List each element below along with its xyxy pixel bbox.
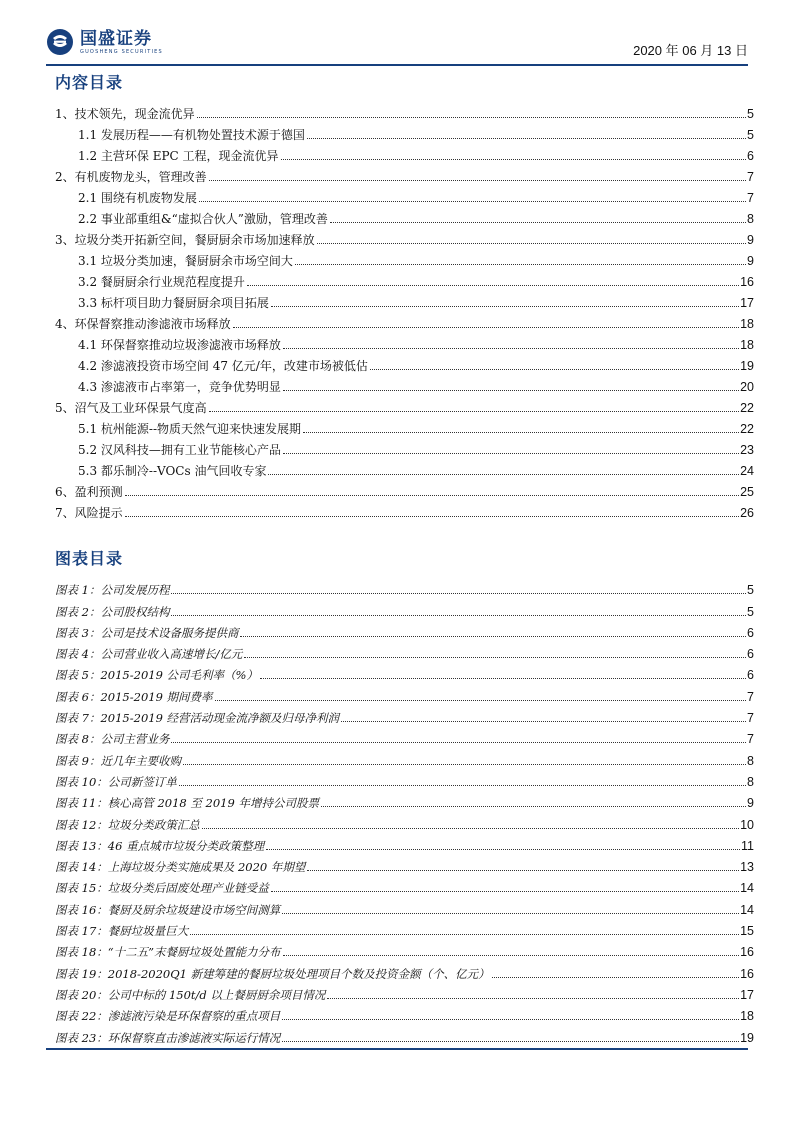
figure-dot-leader: [283, 954, 740, 956]
figure-entry-title: 图表 17：餐厨垃圾量巨大: [55, 924, 189, 939]
figure-entry-title: 图表 5：2015-2019 公司毛利率（%）: [55, 668, 258, 683]
toc-entry-page: 20: [740, 380, 754, 394]
toc-dot-leader: [283, 347, 739, 349]
figure-entry-page: 16: [740, 966, 754, 981]
brand-name-cn: 国盛证券: [80, 28, 152, 49]
toc-entry-page: 9: [747, 254, 754, 268]
figure-dot-leader: [260, 677, 746, 679]
figure-entry-page: 6: [747, 668, 754, 683]
figure-entry[interactable]: [55, 959, 754, 980]
toc-dot-leader: [370, 368, 739, 370]
toc-dot-leader: [283, 389, 739, 391]
toc-dot-leader: [197, 116, 746, 118]
toc-dot-leader: [268, 473, 739, 475]
toc-dot-leader: [199, 200, 746, 202]
figure-entry[interactable]: [55, 619, 754, 640]
toc-entry-title: 5、沼气及工业环保景气度高: [55, 401, 207, 415]
figure-entry[interactable]: [55, 640, 754, 661]
toc-entry-title: 3、垃圾分类开拓新空间，餐厨厨余市场加速释放: [55, 233, 315, 247]
toc-dot-leader: [247, 284, 739, 286]
figures-list: [55, 576, 754, 1045]
toc-entry-page: 19: [740, 359, 754, 373]
toc-entry-title: 5.1 杭州能源--物质天然气迎来快速发展期: [78, 422, 302, 436]
figure-dot-leader: [179, 784, 746, 786]
figure-entry-page: 14: [740, 881, 754, 896]
toc-dot-leader: [125, 515, 739, 517]
figure-entry-page: 15: [740, 924, 754, 939]
toc-entry-page: 6: [747, 149, 754, 163]
figure-entry[interactable]: [55, 725, 754, 746]
figure-entry-page: 19: [740, 1030, 754, 1045]
figure-entry-page: 18: [740, 1009, 754, 1024]
toc-entry[interactable]: [55, 331, 754, 352]
figure-entry[interactable]: [55, 768, 754, 789]
toc-entry[interactable]: [55, 100, 754, 121]
toc-entry[interactable]: [55, 415, 754, 436]
figure-dot-leader: [307, 869, 739, 871]
toc-entry[interactable]: [55, 184, 754, 205]
figure-entry-title: 图表 12：垃圾分类政策汇总: [55, 817, 200, 832]
toc-entry-page: 25: [740, 485, 754, 499]
figure-entry-page: 16: [740, 945, 754, 960]
toc-entry-title: 3.2 餐厨厨余行业规范程度提升: [78, 275, 245, 289]
toc-entry-title: 2、有机废物龙头，管理改善: [55, 170, 207, 184]
figure-entry-title: 图表 1：公司发展历程: [55, 583, 170, 598]
figure-entry[interactable]: [55, 576, 754, 597]
toc-entry-page: 24: [740, 464, 754, 478]
toc-entry[interactable]: [55, 268, 754, 289]
header-rule: [46, 64, 748, 66]
toc-entry-title: 2.1 围绕有机废物发展: [78, 191, 197, 205]
toc-entry-page: 5: [747, 128, 754, 142]
figure-dot-leader: [240, 635, 746, 637]
brand-logo-icon: [46, 28, 74, 56]
toc-entry-title: 4.1 环保督察推动垃圾渗滤液市场释放: [78, 338, 281, 352]
toc-entry[interactable]: [55, 436, 754, 457]
figure-dot-leader: [321, 805, 746, 807]
figure-entry-title: 图表 8：公司主营业务: [55, 732, 170, 747]
figure-entry[interactable]: [55, 917, 754, 938]
toc-dot-leader: [317, 242, 746, 244]
figure-entry-title: 图表 6：2015-2019 期间费率: [55, 689, 213, 704]
toc-entry-page: 5: [747, 107, 754, 121]
figure-entry-page: 5: [747, 604, 754, 619]
figure-entry[interactable]: [55, 810, 754, 831]
figure-entry-title: 图表 9：近几年主要收购: [55, 753, 181, 768]
toc-entry-title: 1.2 主营环保 EPC 工程，现金流优异: [78, 149, 279, 163]
toc-entry-page: 7: [747, 170, 754, 184]
toc-dot-leader: [271, 305, 739, 307]
figure-dot-leader: [190, 933, 739, 935]
figure-dot-leader: [244, 656, 746, 658]
brand-name-en: GUOSHENG SECURITIES: [80, 48, 163, 55]
toc-dot-leader: [209, 410, 739, 412]
figure-entry[interactable]: [55, 661, 754, 682]
toc-entry-title: 4.2 渗滤液投资市场空间 47 亿元/年，改建市场被低估: [78, 359, 368, 373]
toc-entry-page: 22: [740, 422, 754, 436]
toc-entry[interactable]: [55, 394, 754, 415]
figure-entry-page: 7: [747, 711, 754, 726]
figure-entry-title: 图表 4：公司营业收入高速增长/亿元: [55, 647, 243, 662]
figure-entry-page: 10: [740, 817, 754, 832]
figure-entry-page: 8: [747, 774, 754, 789]
figure-entry-page: 13: [740, 860, 754, 875]
toc-entry-title: 5.3 都乐制冷--VOCs 油气回收专家: [78, 464, 267, 478]
figure-entry-page: 6: [747, 625, 754, 640]
toc-entry[interactable]: [55, 121, 754, 142]
figure-entry-title: 图表 10：公司新签订单: [55, 774, 177, 789]
toc-entry[interactable]: [55, 373, 754, 394]
toc-entry[interactable]: [55, 457, 754, 478]
figure-entry[interactable]: [55, 981, 754, 1002]
report-date: 2020 年 06 月 13 日: [633, 43, 748, 58]
figure-entry[interactable]: [55, 746, 754, 767]
toc-dot-leader: [295, 263, 746, 265]
figure-entry[interactable]: [55, 789, 754, 810]
toc-entry[interactable]: [55, 499, 754, 520]
figure-entry-title: 图表 22：渗滤液污染是环保督察的重点项目: [55, 1009, 281, 1024]
toc-entry-page: 22: [740, 401, 754, 415]
figure-entry-title: 图表 16：餐厨及厨余垃圾建设市场空间测算: [55, 902, 281, 917]
figure-dot-leader: [215, 699, 747, 701]
figure-entry[interactable]: [55, 682, 754, 703]
figure-dot-leader: [171, 592, 746, 594]
figure-entry[interactable]: [55, 874, 754, 895]
figure-dot-leader: [282, 912, 739, 914]
toc-dot-leader: [281, 158, 747, 160]
toc-entry[interactable]: [55, 310, 754, 331]
figure-dot-leader: [341, 720, 746, 722]
toc-entry[interactable]: [55, 142, 754, 163]
footer-rule: [46, 1048, 748, 1050]
toc-dot-leader: [303, 431, 739, 433]
toc-entry-page: 23: [740, 443, 754, 457]
figure-dot-leader: [282, 1040, 739, 1042]
figure-entry-page: 14: [740, 902, 754, 917]
figure-entry-page: 17: [740, 987, 754, 1002]
figure-entry[interactable]: [55, 853, 754, 874]
figure-entry-title: 图表 23：环保督察直击渗滤液实际运行情况: [55, 1030, 281, 1045]
figure-entry[interactable]: [55, 597, 754, 618]
figure-entry-title: 图表 19：2018-2020Q1 新建筹建的餐厨垃圾处理项目个数及投资金额（个、亿元）: [55, 966, 490, 981]
figure-entry-title: 图表 15：垃圾分类后固废处理产业链受益: [55, 881, 269, 896]
toc-entry-title: 6、盈利预测: [55, 485, 123, 499]
figure-entry-title: 图表 7：2015-2019 经营活动现金流净额及归母净利润: [55, 711, 340, 726]
toc-entry-page: 8: [747, 212, 754, 226]
figures-title: 图表目录: [55, 549, 124, 568]
figure-dot-leader: [271, 890, 739, 892]
figure-dot-leader: [266, 848, 740, 850]
toc-entry-title: 1、技术领先，现金流优异: [55, 107, 195, 121]
toc-entry[interactable]: [55, 352, 754, 373]
toc-dot-leader: [125, 494, 739, 496]
figure-entry[interactable]: [55, 1023, 754, 1044]
figure-entry-page: 7: [747, 689, 754, 704]
figure-entry-title: 图表 2：公司股权结构: [55, 604, 170, 619]
figure-entry-page: 11: [741, 838, 754, 853]
toc-entry[interactable]: [55, 247, 754, 268]
figure-entry-page: 7: [747, 732, 754, 747]
toc-entry-title: 5.2 汉风科技—拥有工业节能核心产品: [78, 443, 281, 457]
figure-entry-title: 图表 20：公司中标的 150t/d 以上餐厨厨余项目情况: [55, 987, 326, 1002]
page-header: [46, 22, 748, 62]
figure-dot-leader: [171, 741, 746, 743]
toc-dot-leader: [209, 179, 746, 181]
figure-entry[interactable]: [55, 832, 754, 853]
toc-entry-page: 16: [740, 275, 754, 289]
figure-entry-page: 9: [747, 796, 754, 811]
figure-dot-leader: [202, 827, 739, 829]
figure-dot-leader: [183, 763, 746, 765]
toc-entry-page: 26: [740, 506, 754, 520]
toc-entry-page: 18: [740, 317, 754, 331]
toc-dot-leader: [330, 221, 746, 223]
toc-entry-page: 7: [747, 191, 754, 205]
brand-logo: [46, 22, 163, 62]
toc-entry[interactable]: [55, 226, 754, 247]
figure-entry[interactable]: [55, 1002, 754, 1023]
toc-title: 内容目录: [55, 73, 124, 92]
toc-entry-page: 17: [740, 296, 754, 310]
toc-entry-page: 9: [747, 233, 754, 247]
toc-entry[interactable]: [55, 205, 754, 226]
figure-entry-title: 图表 18：“十二五”末餐厨垃圾处置能力分布: [55, 945, 281, 960]
figure-entry-title: 图表 13：46 重点城市垃圾分类政策整理: [55, 838, 265, 853]
toc-entry-title: 3.3 标杆项目助力餐厨厨余项目拓展: [78, 296, 269, 310]
figure-entry-title: 图表 14：上海垃圾分类实施成果及 2020 年期望: [55, 860, 306, 875]
figure-entry-page: 8: [747, 753, 754, 768]
figure-entry-page: 6: [747, 647, 754, 662]
toc-entry[interactable]: [55, 478, 754, 499]
figure-entry[interactable]: [55, 704, 754, 725]
toc-entry-title: 3.1 垃圾分类加速，餐厨厨余市场空间大: [78, 254, 293, 268]
toc-entry[interactable]: [55, 289, 754, 310]
figure-entry-title: 图表 11：核心高管 2018 至 2019 年增持公司股票: [55, 796, 319, 811]
figure-entry-title: 图表 3：公司是技术设备服务提供商: [55, 625, 239, 640]
toc-entry-page: 18: [740, 338, 754, 352]
figure-entry[interactable]: [55, 895, 754, 916]
toc-entry-title: 4.3 渗滤液市占率第一，竞争优势明显: [78, 380, 281, 394]
toc-entry[interactable]: [55, 163, 754, 184]
figure-dot-leader: [282, 1018, 739, 1020]
toc-list: [55, 100, 754, 520]
toc-dot-leader: [283, 452, 739, 454]
figure-entry-page: 5: [747, 583, 754, 598]
figure-dot-leader: [327, 997, 739, 999]
figure-dot-leader: [492, 976, 739, 978]
toc-entry-title: 7、风险提示: [55, 506, 123, 520]
toc-entry-title: 4、环保督察推动渗滤液市场释放: [55, 317, 231, 331]
toc-entry-title: 2.2 事业部重组&“虚拟合伙人”激励，管理改善: [78, 212, 328, 226]
toc-entry-title: 1.1 发展历程——有机物处置技术源于德国: [78, 128, 305, 142]
toc-dot-leader: [307, 137, 746, 139]
figure-entry[interactable]: [55, 938, 754, 959]
toc-dot-leader: [233, 326, 739, 328]
figure-dot-leader: [171, 614, 746, 616]
